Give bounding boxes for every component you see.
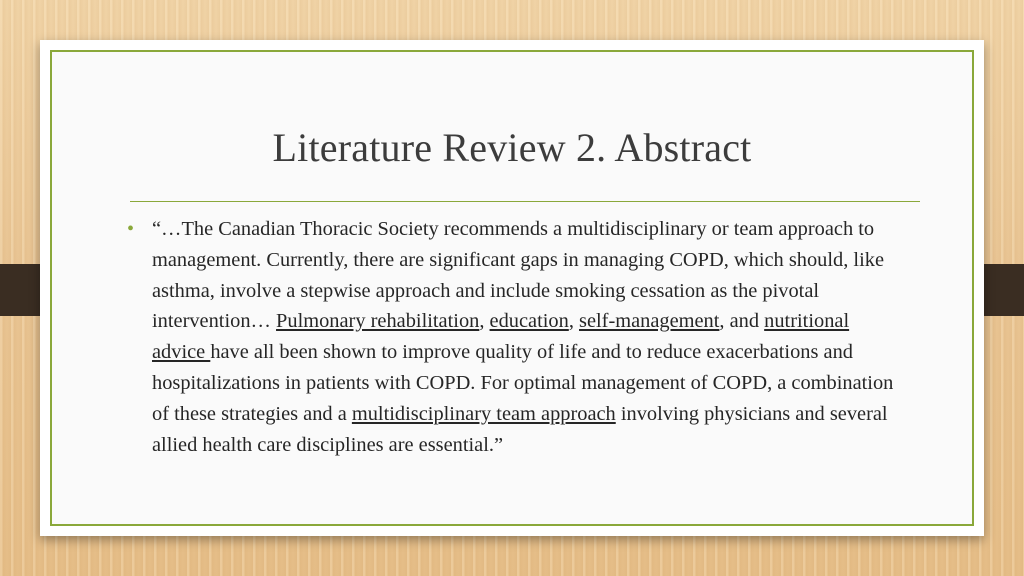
abstract-quote	[152, 214, 897, 460]
link-self-management[interactable]: self-management	[579, 310, 720, 333]
slide-card	[40, 40, 984, 536]
separator-3: , and	[719, 310, 765, 333]
slide-title: Literature Review 2. Abstract	[272, 125, 752, 170]
bullet-icon: •	[127, 218, 135, 240]
link-nutritional-advice[interactable]: nutritional advice	[152, 310, 850, 364]
separator-1: ,	[479, 310, 490, 333]
separator-2: ,	[568, 310, 580, 333]
bullet-list-item	[127, 214, 897, 460]
quote-text-part-1: “…The Canadian Thoracic Society recommends a multidisciplinary or team approach to management. Currently, there are significant gaps in managing COPD, which should, like asthma, involve a stepwise approach and include smoking cessation as the pivotal intervention…	[152, 218, 885, 333]
title-divider	[130, 201, 920, 202]
quote-text-part-2: have all been shown to improve quality of life and to reduce exacerbations and hospitalizations in patients with COPD. For optimal management of COPD, a combination of these strategies and a	[152, 341, 894, 425]
link-education[interactable]: education	[489, 310, 569, 333]
quote-text-part-3: involving physicians and several allied health care disciplines are essential.”	[152, 402, 888, 456]
link-multidisciplinary-team-approach[interactable]: multidisciplinary team approach	[351, 402, 616, 425]
slide-frame	[50, 50, 974, 526]
link-pulmonary-rehabilitation[interactable]: Pulmonary rehabilitation	[276, 310, 480, 333]
